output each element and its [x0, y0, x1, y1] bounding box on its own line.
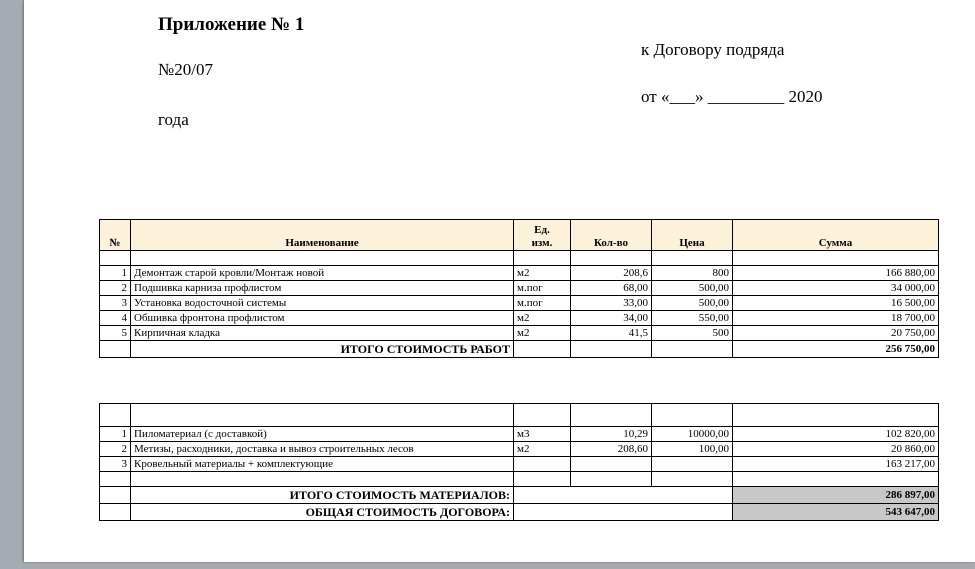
- row-num: 1: [100, 427, 131, 442]
- table-row: [100, 326, 939, 341]
- year-word: года: [158, 110, 189, 129]
- row-price: 100,00: [652, 442, 733, 457]
- col-header-unit: [514, 220, 571, 251]
- row-name: Метизы, расходники, доставка и вывоз строительных лесов: [131, 442, 514, 457]
- row-price: 500,00: [652, 281, 733, 296]
- works-total-value: 256 750,00: [733, 341, 939, 358]
- works-total-label: ИТОГО СТОИМОСТЬ РАБОТ: [131, 341, 514, 358]
- row-sum: 20 750,00: [733, 326, 939, 341]
- row-unit: м2: [514, 266, 571, 281]
- table-row: [100, 266, 939, 281]
- row-name: Подшивка карниза профлистом: [131, 281, 514, 296]
- row-price: [652, 457, 733, 472]
- col-header-num: №: [100, 220, 131, 251]
- contract-total-row: [100, 504, 939, 521]
- row-unit: м.пог: [514, 296, 571, 311]
- col-header-qty: Кол-во: [571, 220, 652, 251]
- materials-table: [99, 403, 939, 521]
- row-unit: м2: [514, 442, 571, 457]
- col-header-name: Наименование: [131, 220, 514, 251]
- col-header-price: Цена: [652, 220, 733, 251]
- spacer-row: [100, 251, 939, 266]
- row-num: 3: [100, 296, 131, 311]
- table-row: [100, 457, 939, 472]
- row-num: 4: [100, 311, 131, 326]
- row-name: Установка водосточной системы: [131, 296, 514, 311]
- row-sum: 102 820,00: [733, 427, 939, 442]
- row-sum: 20 860,00: [733, 442, 939, 457]
- row-unit: м2: [514, 326, 571, 341]
- row-qty: 10,29: [571, 427, 652, 442]
- works-total-row: [100, 341, 939, 358]
- col-header-unit-line2: изм.: [531, 237, 553, 249]
- row-unit: [514, 457, 571, 472]
- row-sum: 18 700,00: [733, 311, 939, 326]
- row-num: 1: [100, 266, 131, 281]
- col-header-unit-line1: Ед.: [534, 224, 550, 236]
- row-name: Кровельный материалы + комплектующие: [131, 457, 514, 472]
- row-price: 550,00: [652, 311, 733, 326]
- row-qty: 34,00: [571, 311, 652, 326]
- row-sum: 166 880,00: [733, 266, 939, 281]
- row-name: Демонтаж старой кровли/Монтаж новой: [131, 266, 514, 281]
- row-qty: 41,5: [571, 326, 652, 341]
- spacer-row: [100, 472, 939, 487]
- row-unit: м3: [514, 427, 571, 442]
- table-row: [100, 311, 939, 326]
- to-contract-label: к Договору подряда: [641, 40, 785, 59]
- materials-total-value: 286 897,00: [733, 487, 939, 504]
- contract-total-label: ОБЩАЯ СТОИМОСТЬ ДОГОВОРА:: [131, 504, 514, 521]
- works-table: [99, 219, 939, 358]
- row-qty: 208,6: [571, 266, 652, 281]
- row-unit: м.пог: [514, 281, 571, 296]
- contract-date-line: от «___» _________ 2020: [641, 87, 823, 106]
- row-sum: 163 217,00: [733, 457, 939, 472]
- materials-total-label: ИТОГО СТОИМОСТЬ МАТЕРИАЛОВ:: [131, 487, 514, 504]
- row-num: 2: [100, 281, 131, 296]
- row-num: 2: [100, 442, 131, 457]
- row-price: 10000,00: [652, 427, 733, 442]
- row-name: Пиломатериал (с доставкой): [131, 427, 514, 442]
- row-name: Обшивка фронтона профлистом: [131, 311, 514, 326]
- row-sum: 16 500,00: [733, 296, 939, 311]
- row-qty: 208,60: [571, 442, 652, 457]
- row-num: 5: [100, 326, 131, 341]
- row-sum: 34 000,00: [733, 281, 939, 296]
- row-num: 3: [100, 457, 131, 472]
- row-name: Кирпичная кладка: [131, 326, 514, 341]
- appendix-title: Приложение № 1: [158, 14, 305, 35]
- row-price: 500: [652, 326, 733, 341]
- table-row: [100, 281, 939, 296]
- row-qty: [571, 457, 652, 472]
- spacer-row: [100, 404, 939, 427]
- document-page: [24, 0, 975, 562]
- table-row: [100, 427, 939, 442]
- table-header-row: [100, 220, 939, 251]
- row-qty: 68,00: [571, 281, 652, 296]
- row-unit: м2: [514, 311, 571, 326]
- table-row: [100, 296, 939, 311]
- table-row: [100, 442, 939, 457]
- row-qty: 33,00: [571, 296, 652, 311]
- contract-total-value: 543 647,00: [733, 504, 939, 521]
- col-header-sum: Сумма: [733, 220, 939, 251]
- contract-number: №20/07: [158, 60, 213, 79]
- materials-total-row: [100, 487, 939, 504]
- row-price: 500,00: [652, 296, 733, 311]
- row-price: 800: [652, 266, 733, 281]
